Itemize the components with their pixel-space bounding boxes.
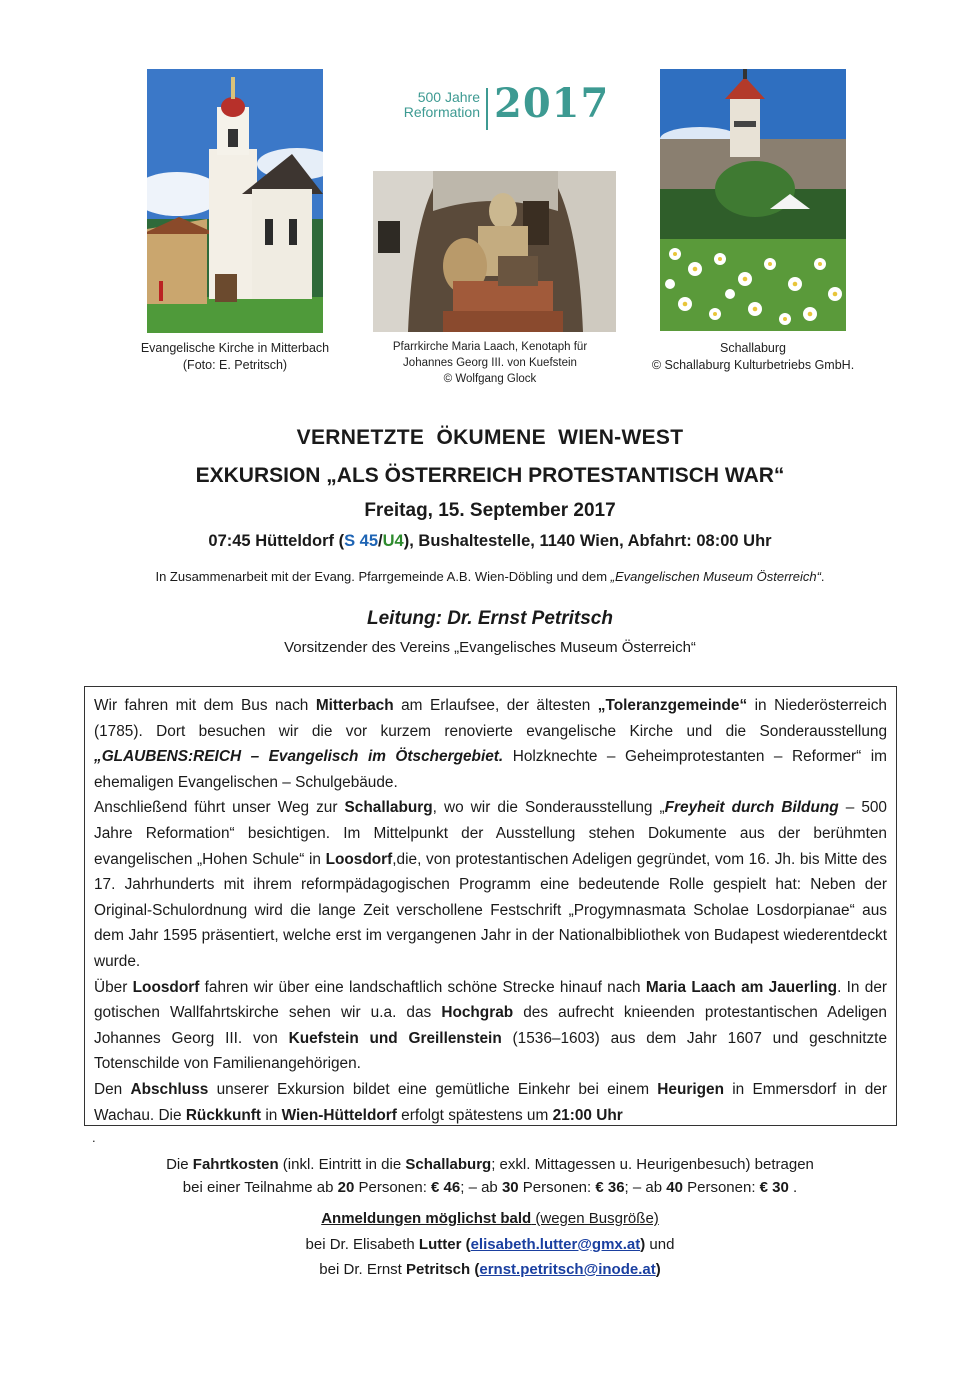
costs-line2 bbox=[0, 1176, 980, 1199]
logo-year: 2017 bbox=[494, 80, 610, 127]
event-date: Freitag, 15. September 2017 bbox=[364, 500, 616, 521]
meeting-prefix: 07:45 Hütteldorf ( bbox=[208, 532, 345, 550]
itinerary-box bbox=[84, 686, 897, 1126]
text-run: erfolgt spätestens um bbox=[396, 1106, 553, 1124]
text-run: Wir fahren mit dem Bus nach bbox=[94, 697, 316, 714]
contact-lutter bbox=[0, 1232, 980, 1258]
text-run: bei einer Teilnahme ab bbox=[182, 1179, 338, 1196]
text-run: ; – ab bbox=[460, 1179, 502, 1196]
coop-prefix: In Zusammenarbeit mit der Evang. Pfarrgemeinde A.B. Wien-Döbling und dem bbox=[155, 569, 611, 584]
slash: / bbox=[378, 532, 383, 550]
text-run: 20 bbox=[337, 1179, 355, 1196]
caption-kirche-mitterbach bbox=[110, 340, 360, 374]
contact-suffix: und bbox=[645, 1235, 675, 1253]
text-run: Schallaburg bbox=[405, 1156, 492, 1173]
text-run: am Erlaufsee, der ältesten bbox=[393, 697, 598, 714]
costs-line1 bbox=[0, 1153, 980, 1176]
text-run: fahren wir über eine landschaftlich schöne Strecke hinauf nach bbox=[199, 978, 646, 996]
paren-close: ) bbox=[655, 1261, 661, 1278]
text-run: „Toleranzgemeinde“ bbox=[597, 697, 748, 714]
text-run: 40 bbox=[666, 1179, 683, 1196]
text-run: Schallaburg bbox=[344, 799, 433, 817]
text-run: Holzknechte – Geheimprotestanten – Reformer“ im ehemaligen Evangelischen – Schulgebäude. bbox=[94, 748, 888, 791]
contact-prefix: bei Dr. Elisabeth bbox=[305, 1235, 419, 1253]
text-run: – 500 Jahre Reformation“ besichtigen. Im Mittelpunkt der Ausstellung stehen Dokumente aus der berühmten evangelischen „Hohen Schule“ in bbox=[94, 799, 887, 868]
photo-kirche-mitterbach bbox=[147, 69, 323, 333]
text-run: Anschließend führt unser Weg zur bbox=[94, 799, 345, 817]
text-run: (inkl. Eintritt in die bbox=[278, 1156, 406, 1173]
photo-schallaburg bbox=[660, 69, 846, 331]
caption-schallaburg bbox=[630, 340, 876, 374]
registration-title-bold bbox=[321, 1210, 659, 1227]
text-run: Abschluss bbox=[130, 1080, 209, 1098]
paren-open: ( bbox=[470, 1261, 480, 1278]
caption-maria-laach bbox=[360, 339, 620, 387]
vorsitz: Vorsitzender des Vereins „Evangelisches Museum Österreich“ bbox=[284, 639, 696, 656]
contact-name: Petritsch bbox=[406, 1261, 471, 1278]
logo-text bbox=[380, 90, 480, 120]
coop-museum: „Evangelischen Museum Österreich“ bbox=[610, 569, 821, 584]
caption-line: Johannes Georg III. von Kuefstein bbox=[403, 357, 577, 369]
paragraph-maria-laach bbox=[94, 975, 887, 1077]
text-run: Loosdorf bbox=[132, 978, 200, 996]
title-vernetzte-oekumene: VERNETZTE ÖKUMENE WIEN-WEST bbox=[296, 426, 684, 449]
title-exkursion: EXKURSION „ALS ÖSTERREICH PROTESTANTISCH WAR“ bbox=[195, 464, 785, 487]
caption-line: Pfarrkirche Maria Laach, Kenotaph für bbox=[392, 341, 588, 353]
email-link-lutter[interactable]: elisabeth.lutter@gmx.at bbox=[470, 1235, 641, 1253]
text-run: Heurigen bbox=[657, 1080, 724, 1098]
coop-suffix: . bbox=[820, 569, 825, 584]
text-run: Personen: bbox=[682, 1179, 760, 1196]
text-run: . In der gotischen Wallfahrtskirche sehen wir u.a. das bbox=[94, 978, 887, 1022]
text-run: Loosdorf bbox=[325, 850, 393, 868]
text-run: € 36 bbox=[595, 1179, 625, 1196]
text-run: . bbox=[788, 1179, 798, 1196]
text-run: € 46 bbox=[431, 1179, 461, 1196]
text-run: Personen: bbox=[518, 1179, 596, 1196]
text-run: „GLAUBENS:REICH – Evangelisch im Ötschergebiet. bbox=[94, 748, 504, 766]
text-run: Fahrtkosten bbox=[192, 1156, 279, 1173]
costs bbox=[0, 1153, 980, 1199]
text-run: ; exkl. Mittagessen u. Heurigenbesuch) betragen bbox=[491, 1156, 814, 1173]
contact-petritsch bbox=[0, 1257, 980, 1283]
text-run: Wien-Hütteldorf bbox=[281, 1106, 397, 1124]
paren-close: ) bbox=[640, 1235, 646, 1253]
contact-name: Lutter bbox=[418, 1235, 462, 1253]
caption-line: © Wolfgang Glock bbox=[443, 373, 537, 385]
caption-line: Evangelische Kirche in Mitterbach bbox=[140, 341, 330, 355]
text-run: Personen: bbox=[354, 1179, 432, 1196]
text-run: Hochgrab bbox=[441, 1004, 514, 1022]
text-run: Kuefstein und Greillenstein bbox=[288, 1029, 502, 1047]
text-run: ,die, von protestantischen Adeligen gegründet, vom 16. Jh. bis Mitte des 17. Jahrhunderts mit ihrem reformpädagogischen Programm eine bedeutende Rolle gespielt hat: Neben der Original-Schulordnung wird die lange Zeit verschollene Festschrift „Progymnasmata Scholae Losdorpianae“ aus dem Jahr 1595 präsentiert, welche erst im vergangenen Jahr in der Nationalbibliothek von Budapest wiederentdeckt wurde. bbox=[94, 850, 887, 970]
text-run: (1536–1603) aus dem Jahr 1607 und geschnitzte Totenschilde von Familienangehörigen. bbox=[94, 1029, 888, 1073]
text-run: in Emmersdorf in der Wachau. Die bbox=[94, 1080, 887, 1124]
paragraph-abschluss bbox=[94, 1077, 887, 1128]
text-run: , wo wir die Sonderausstellung „ bbox=[432, 799, 665, 817]
email-link-petritsch[interactable]: ernst.petritsch@inode.at bbox=[479, 1261, 656, 1278]
text-run: Maria Laach am Jauerling bbox=[645, 978, 838, 996]
logo-divider bbox=[486, 88, 488, 130]
caption-line: Schallaburg bbox=[719, 341, 786, 355]
paragraph-mitterbach bbox=[94, 693, 887, 795]
text-run: Mitterbach bbox=[315, 697, 394, 714]
meeting-suffix: ), Bushaltestelle, 1140 Wien, Abfahrt: 08:00 Uhr bbox=[403, 532, 772, 550]
photo-maria-laach bbox=[373, 171, 616, 332]
cooperation-note bbox=[0, 569, 980, 584]
registration-title bbox=[0, 1206, 980, 1232]
text-run: Rückkunft bbox=[185, 1106, 262, 1124]
text-run: Über bbox=[94, 978, 133, 996]
reformation-2017-logo bbox=[380, 80, 610, 136]
text-run: 30 bbox=[501, 1179, 519, 1196]
text-run: Freyheit durch Bildung bbox=[664, 799, 839, 817]
meeting-point bbox=[0, 532, 980, 551]
text-run: Den bbox=[94, 1080, 131, 1098]
text-run: Die bbox=[166, 1156, 193, 1173]
line-s45: S 45 bbox=[344, 532, 379, 550]
logo-line2: Reformation bbox=[403, 104, 480, 120]
contact-prefix: bei Dr. Ernst bbox=[319, 1261, 406, 1278]
caption-line: © Schallaburg Kulturbetriebs GmbH. bbox=[651, 358, 855, 372]
text-run: ; – ab bbox=[624, 1179, 667, 1196]
text-run: 21:00 Uhr bbox=[552, 1106, 623, 1124]
text-run: in Niederösterreich (1785). Dort besuchen wir die vor kurzem renovierte evangelische Kirche und die Sonderausstellung bbox=[94, 697, 887, 740]
line-u4: U4 bbox=[382, 532, 404, 550]
stray-dot: . bbox=[92, 1130, 96, 1145]
text-run: in bbox=[261, 1106, 282, 1124]
paragraph-schallaburg bbox=[94, 795, 887, 974]
caption-line: (Foto: E. Petritsch) bbox=[182, 358, 288, 372]
text-run: des aufrecht knieenden protestantischen Adeligen Johannes Georg III. von bbox=[94, 1004, 887, 1047]
text-run: unserer Exkursion bildet eine gemütliche Einkehr bei einem bbox=[208, 1080, 658, 1098]
paren-open: ( bbox=[461, 1235, 471, 1253]
text-run: € 30 bbox=[759, 1179, 789, 1196]
leitung: Leitung: Dr. Ernst Petritsch bbox=[367, 608, 613, 629]
registration bbox=[0, 1206, 980, 1283]
registration-title-text: Anmeldungen möglichst bald bbox=[321, 1210, 532, 1227]
logo-line1: 500 Jahre bbox=[417, 89, 480, 105]
registration-title-rest: (wegen Busgröße) bbox=[531, 1210, 659, 1227]
